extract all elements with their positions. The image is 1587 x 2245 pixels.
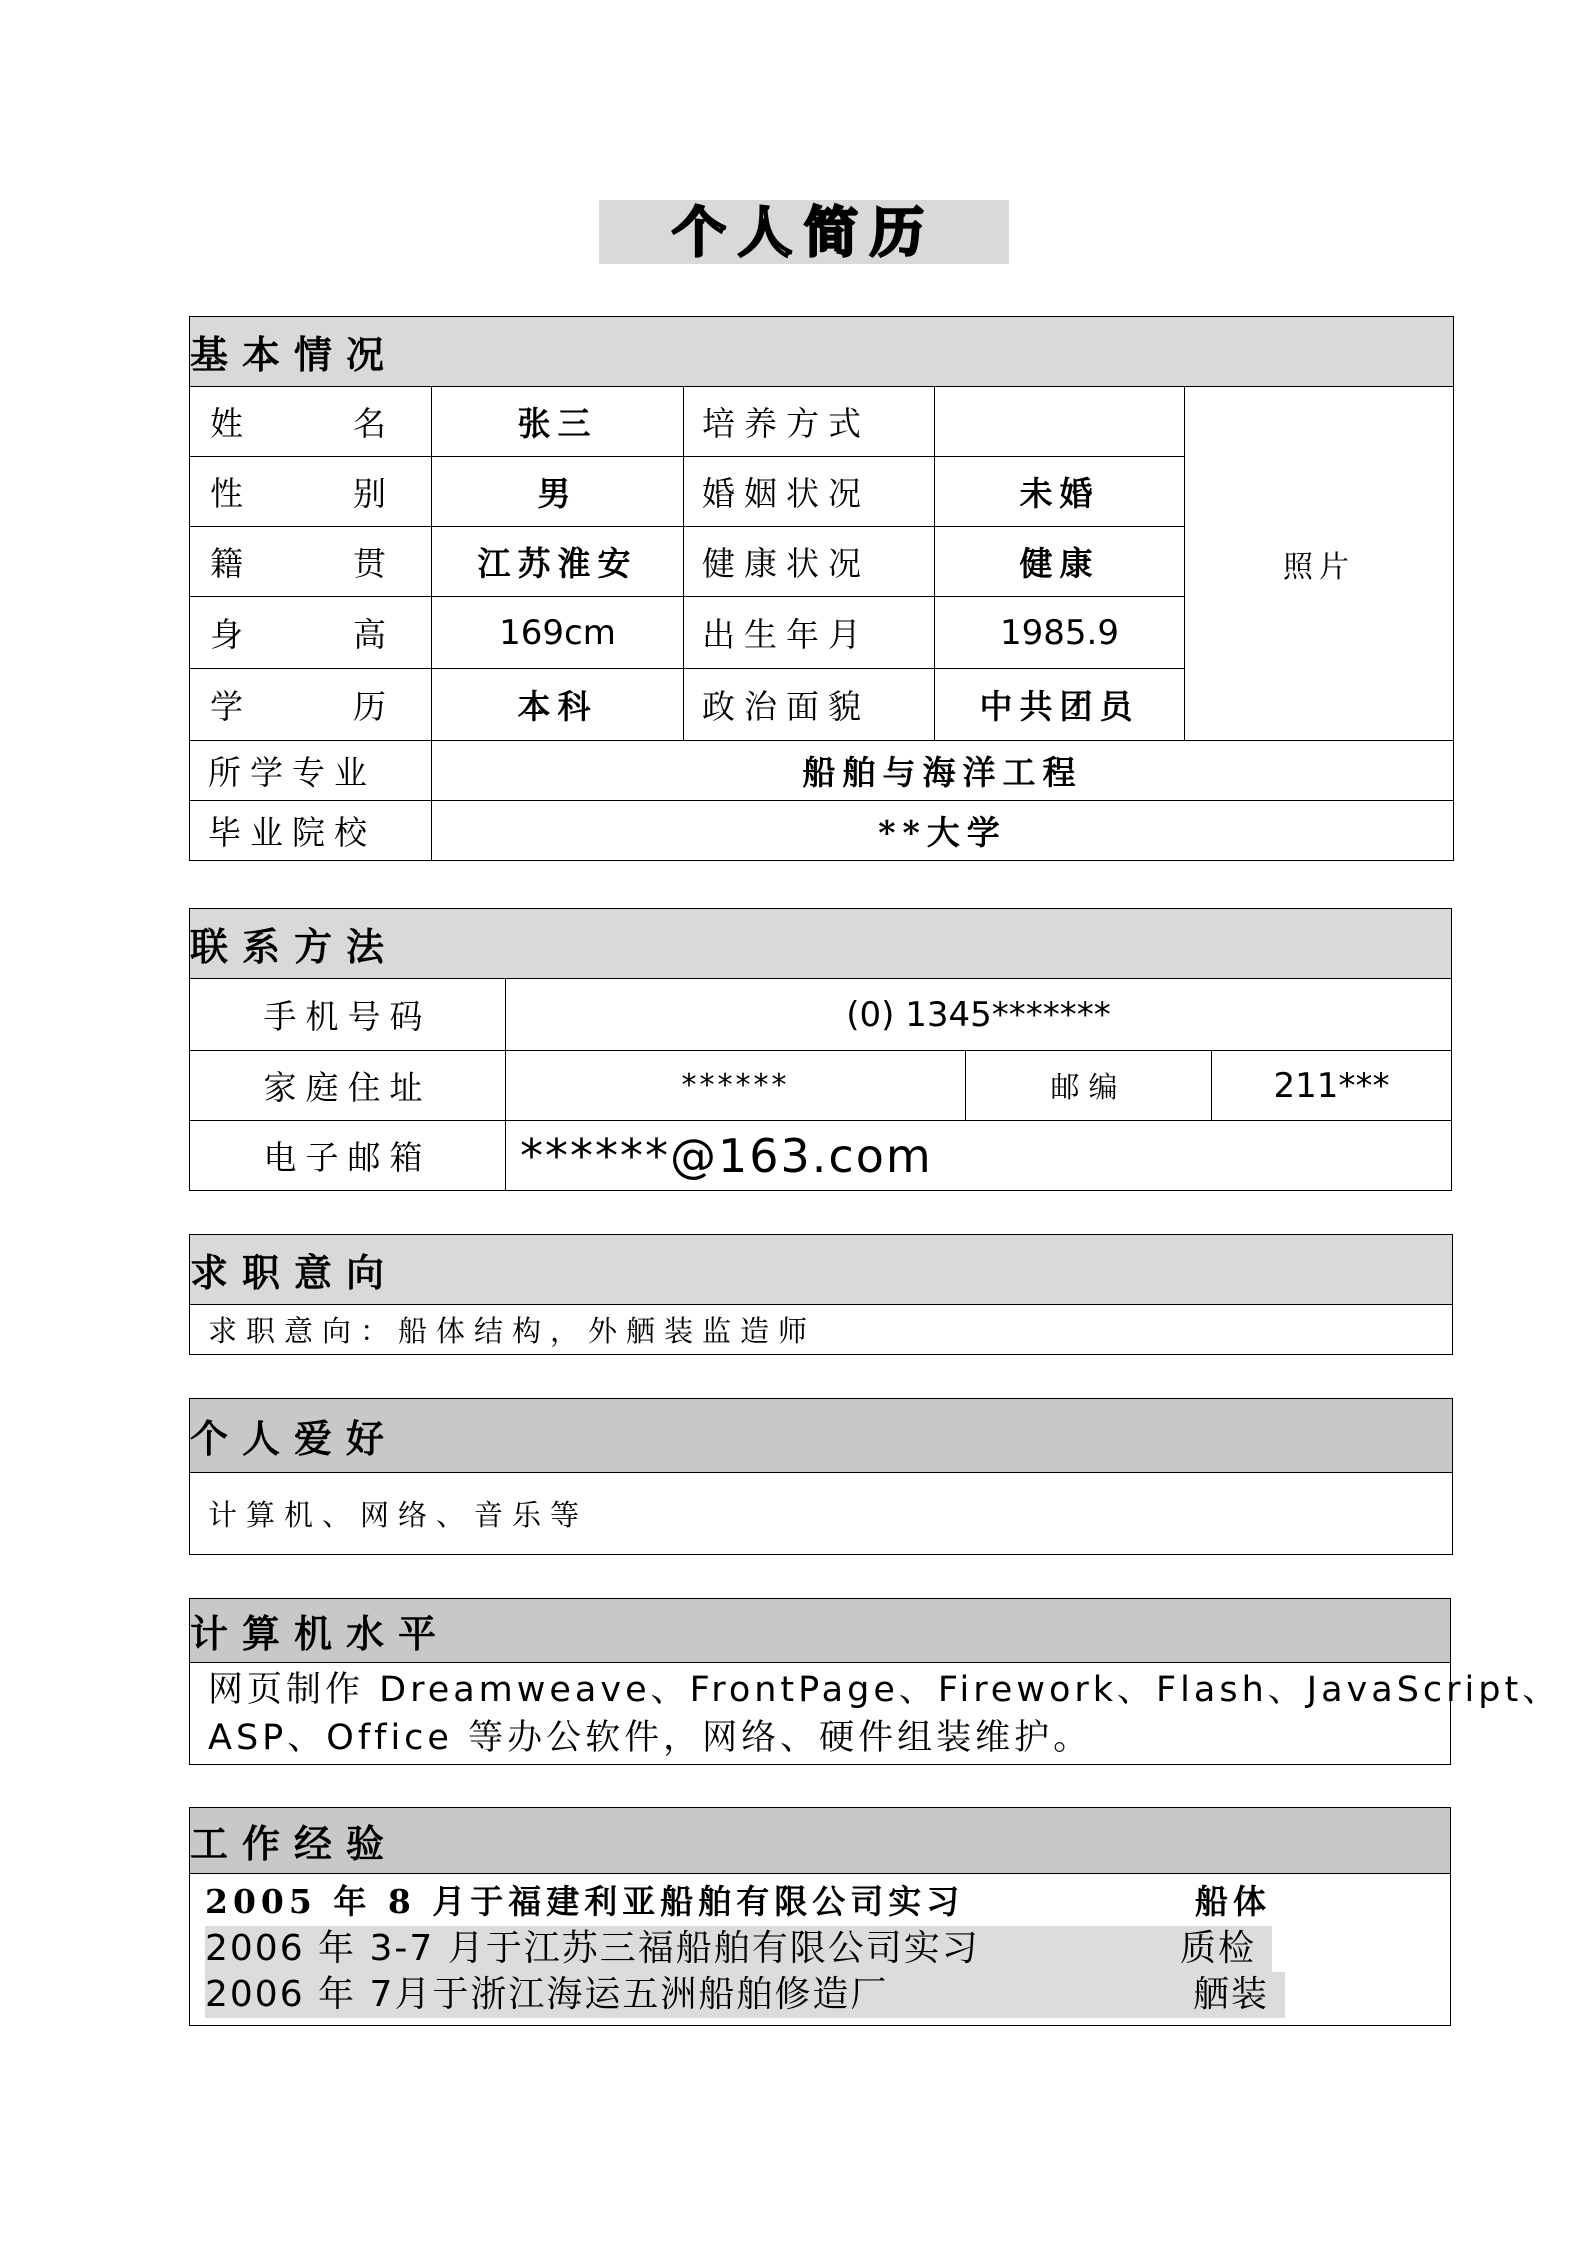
intent-header: 求职意向 [190, 1235, 1453, 1305]
work-item [205, 1878, 1450, 1926]
work-item-role: 船体 [1195, 1882, 1271, 1921]
birth-label: 出生年月 [684, 597, 935, 669]
name-value: 张三 [432, 387, 684, 457]
address-label: 家庭住址 [190, 1051, 506, 1121]
edu-value: 本科 [432, 669, 684, 741]
computer-text [190, 1663, 1562, 1765]
training-label: 培养方式 [684, 387, 935, 457]
native-value: 江苏淮安 [432, 527, 684, 597]
phone-value: (0) 1345******* [506, 979, 1452, 1051]
computer-line-1: 网页制作 Dreamweave、FrontPage、Firework、Flash、JavaScript、 [208, 1669, 1562, 1710]
intent-text: 求职意向：船体结构，外舾装监造师 [190, 1305, 1453, 1355]
work-item-role: 质检 [1180, 1926, 1272, 1972]
photo-box [1185, 387, 1454, 741]
contact-header: 联系方法 [190, 909, 1452, 979]
work-header: 工作经验 [190, 1808, 1451, 1874]
zip-label: 邮编 [966, 1051, 1212, 1121]
major-value: 船舶与海洋工程 [432, 741, 1454, 801]
work-item-text: 2006 年 3-7 月于江苏三福船舶有限公司实习 [205, 1926, 1180, 1972]
page-title: 个人简历 [599, 200, 1009, 264]
marital-value: 未婚 [935, 457, 1185, 527]
political-label: 政治面貌 [684, 669, 935, 741]
work-item [205, 1972, 1450, 2018]
name-label: 姓名 [190, 387, 432, 457]
hobby-header: 个人爱好 [190, 1399, 1453, 1473]
computer-table [189, 1598, 1562, 1765]
work-item-text: 2005 年 8 月于福建利亚船舶有限公司实习 [205, 1882, 965, 1921]
major-label: 所学专业 [190, 741, 432, 801]
contact-table [189, 908, 1452, 1191]
edu-label: 学历 [190, 669, 432, 741]
health-label: 健康状况 [684, 527, 935, 597]
work-item [205, 1926, 1450, 1972]
email-label: 电子邮箱 [190, 1121, 506, 1191]
email-value: ******@163.com [506, 1121, 1452, 1191]
computer-line-2: ASP、Office 等办公软件，网络、硬件组装维护。 [208, 1717, 1093, 1758]
political-value: 中共团员 [935, 669, 1185, 741]
gender-label: 性别 [190, 457, 432, 527]
photo-label: 照片 [1283, 549, 1356, 585]
intent-table [189, 1234, 1453, 1355]
address-value: ****** [506, 1051, 966, 1121]
marital-label: 婚姻状况 [684, 457, 935, 527]
computer-header: 计算机水平 [190, 1599, 1451, 1663]
height-label: 身高 [190, 597, 432, 669]
school-label: 毕业院校 [190, 801, 432, 861]
native-label: 籍贯 [190, 527, 432, 597]
health-value: 健康 [935, 527, 1185, 597]
training-value [935, 387, 1185, 457]
zip-value: 211*** [1212, 1051, 1452, 1121]
hobby-text: 计算机、网络、音乐等 [190, 1473, 1453, 1555]
work-list [190, 1874, 1451, 2026]
work-item-text: 2006 年 7月于浙江海运五洲船舶修造厂 [205, 1972, 1193, 2018]
work-table [189, 1807, 1451, 2026]
hobby-table [189, 1398, 1453, 1555]
work-item-role: 舾装 [1193, 1972, 1285, 2018]
basic-info-table [189, 316, 1454, 861]
basic-info-header: 基本情况 [190, 317, 1454, 387]
gender-value: 男 [432, 457, 684, 527]
birth-value: 1985.9 [935, 597, 1185, 669]
phone-label: 手机号码 [190, 979, 506, 1051]
height-value: 169cm [432, 597, 684, 669]
school-value: **大学 [432, 801, 1454, 861]
